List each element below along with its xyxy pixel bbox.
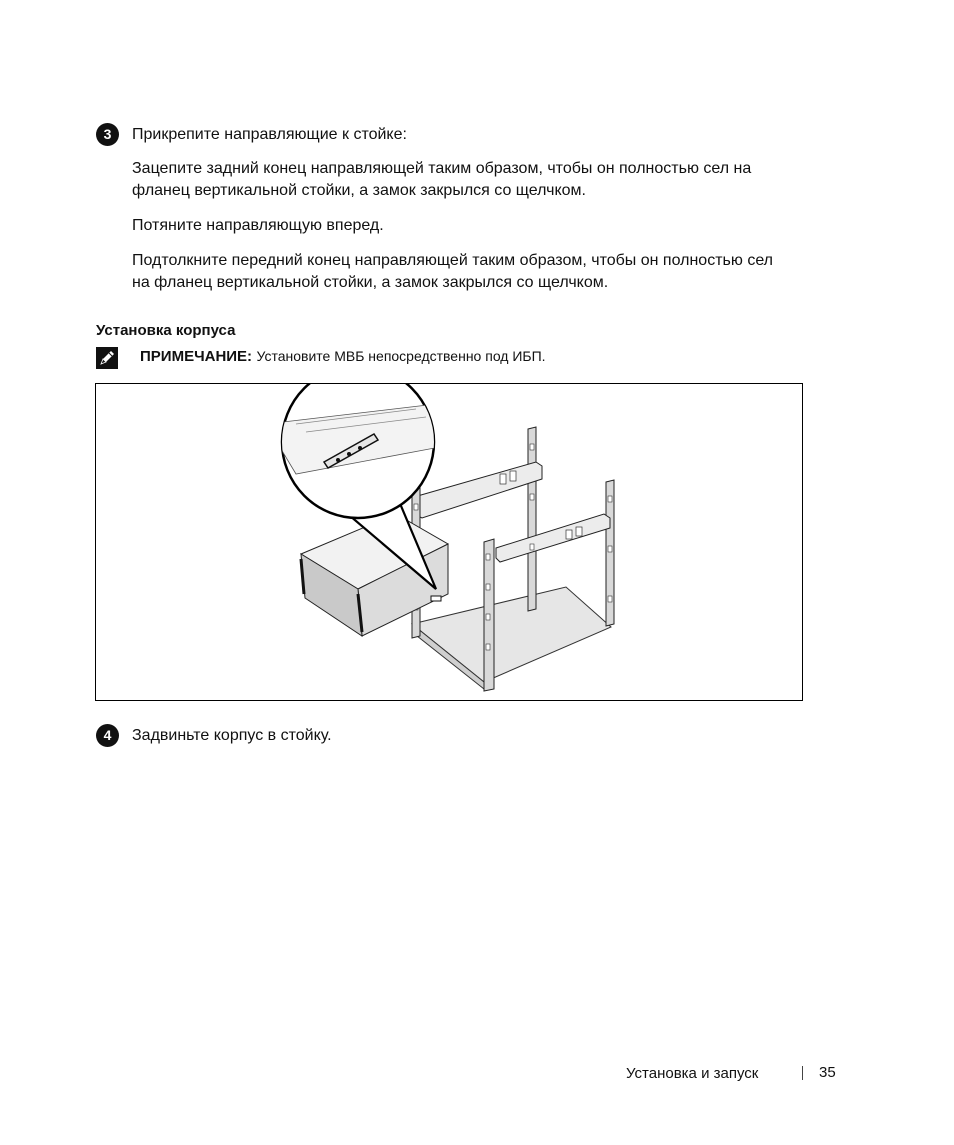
step-3-paragraph-3-line-1: Подтолкните передний конец направляющей таким образом, чтобы он полностью сел xyxy=(132,252,774,269)
footer-section-title: Установка и запуск xyxy=(626,1065,759,1082)
step-3-paragraph-2: Потяните направляющую вперед. xyxy=(132,217,384,234)
note-label: ПРИМЕЧАНИЕ: xyxy=(140,348,253,365)
rack-installation-illustration xyxy=(96,384,802,700)
step-3-paragraph-1-line-1: Зацепите задний конец направляющей таким образом, чтобы он полностью сел на xyxy=(132,160,752,177)
step-3-paragraph-3-line-2: на фланец вертикальной стойки, а замок закрылся со щелчком. xyxy=(132,274,609,291)
figure-frame xyxy=(95,383,803,701)
footer-divider xyxy=(802,1066,803,1080)
step-3-badge: 3 xyxy=(96,123,119,146)
step-3-title: Прикрепите направляющие к стойке: xyxy=(132,126,407,143)
note-text: Установите МВБ непосредственно под ИБП. xyxy=(256,348,546,364)
section-heading: Установка корпуса xyxy=(96,322,236,339)
note-pencil-icon xyxy=(96,347,118,369)
step-4-text: Задвиньте корпус в стойку. xyxy=(132,727,332,744)
note xyxy=(140,348,546,366)
step-3-paragraph-1-line-2: фланец вертикальной стойки, а замок закрылся со щелчком. xyxy=(132,182,586,199)
step-4-badge: 4 xyxy=(96,724,119,747)
footer-page-number: 35 xyxy=(819,1064,836,1081)
